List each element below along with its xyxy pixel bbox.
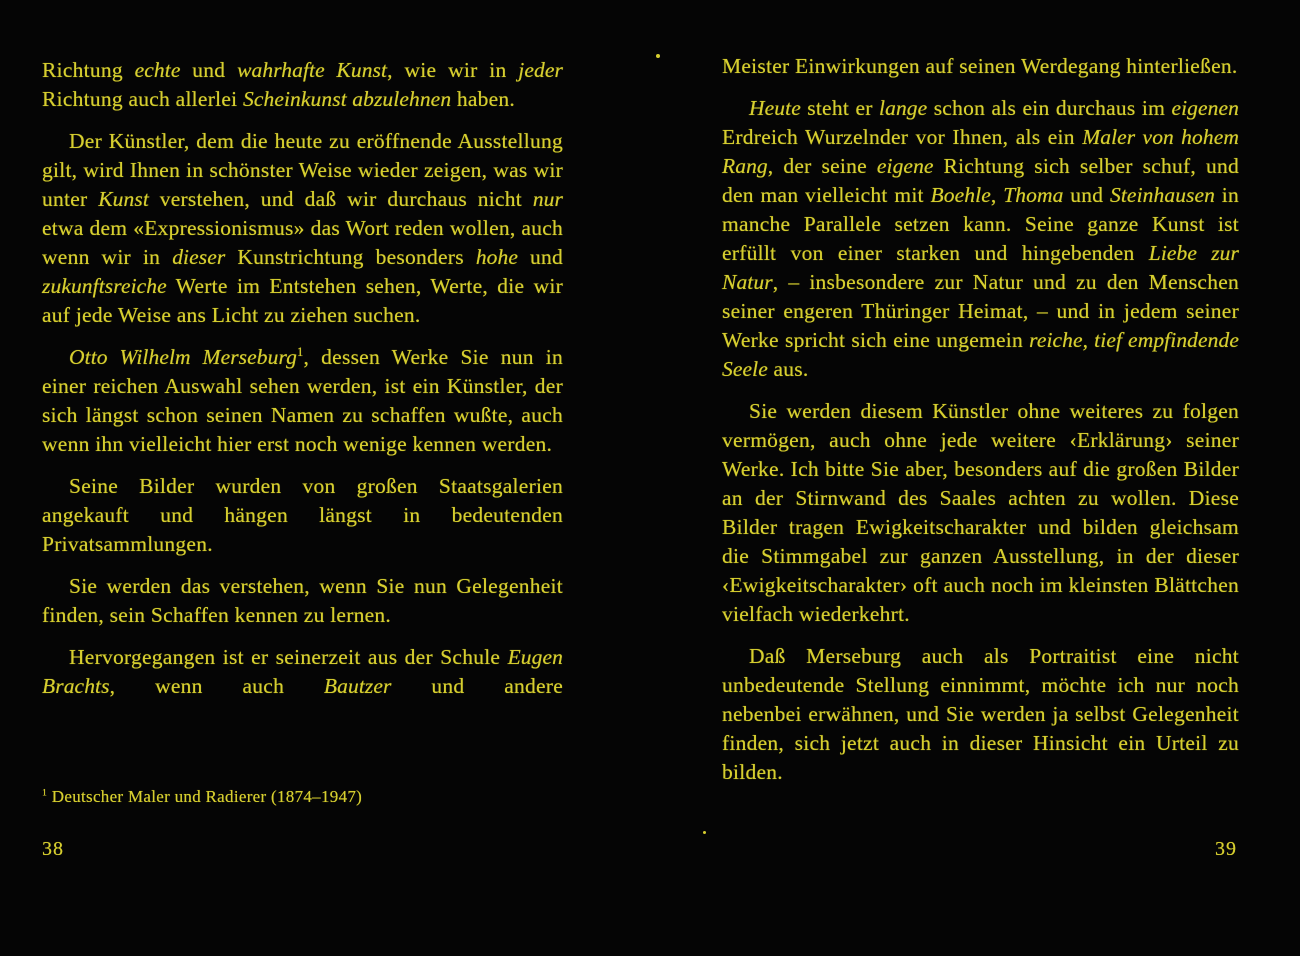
paragraph: Sie werden diesem Künstler ohne weiteres zu folgen vermögen, auch ohne jede weitere ‹Erklärung› seiner Werke. Ich bitte Sie aber, besonders auf die großen Bilder an der Stirnwand des Saales achten zu wollen. Diese Bilder tragen Ewigkeitscharakter und bilden gleichsam die Stimmgabel zur ganzen Ausstellung, in der dieser ‹Ewigkeitscharakter› oft auch noch im kleinsten Blättchen vielfach wiederkehrt. bbox=[722, 399, 1239, 626]
paragraph: Seine Bilder wurden von großen Staatsgalerien angekauft und hängen längst in bedeutenden Privatsammlungen. bbox=[42, 474, 563, 556]
paragraph: Daß Merseburg auch als Portraitist eine nicht unbedeutende Stellung einnimmt, möchte ich nur noch nebenbei erwähnen, und Sie werden ja selbst Gelegenheit finden, sich jetzt auch in dieser Hinsicht ein Urteil zu bilden. bbox=[722, 644, 1239, 784]
page-left-text bbox=[42, 56, 563, 714]
paragraph: Hervorgegangen ist er seinerzeit aus der Schule Eugen Brachts, wenn auch Bautzer und andere bbox=[42, 645, 563, 698]
paragraph: Richtung echte und wahrhafte Kunst, wie wir in jeder Richtung auch allerlei Scheinkunst abzulehnen haben. bbox=[42, 58, 563, 111]
paragraph: Otto Wilhelm Merseburg$^1$, dessen Werke Sie nun in einer reichen Auswahl sehen werden, ist ein Künstler, der sich längst schon seinen Namen zu schaffen wußte, auch wenn ihn vielleicht hier erst noch wenige kennen werden. bbox=[42, 344, 563, 456]
page-right-text bbox=[722, 52, 1239, 800]
page-number-right: 39 bbox=[1215, 838, 1237, 860]
paragraph: Meister Einwirkungen auf seinen Werdegang hinterließen. bbox=[722, 54, 1238, 78]
page-number-left: 38 bbox=[42, 838, 64, 860]
footnote: $^1$ Deutscher Maler und Radierer (1874–1947) bbox=[42, 787, 363, 806]
paragraph: Heute steht er lange schon als ein durchaus im eigenen Erdreich Wurzelnder vor Ihnen, als ein Maler von hohem Rang, der seine eigene Richtung sich selber schuf, und den man vielleicht mit Boehle, Thoma und Steinhausen in manche Parallele setzen kann. Seine ganze Kunst ist erfüllt von einer starken und hingebenden Liebe zur Natur, – insbesondere zur Natur und zu den Menschen seiner engeren Thüringer Heimat, – und in jedem seiner Werke spricht sich eine ungemein reiche, tief empfindende Seele aus. bbox=[722, 96, 1240, 381]
paragraph: Der Künstler, dem die heute zu eröffnende Ausstellung gilt, wird Ihnen in schönster Weise wieder zeigen, was wir unter Kunst verstehen, und daß wir durchaus nicht nur etwa dem «Expressionismus» das Wort reden wollen, auch wenn wir in dieser Kunstrichtung besonders hohe und zukunftsreiche Werte im Entstehen sehen, Werte, die wir auf jede Weise ans Licht zu ziehen suchen. bbox=[42, 129, 564, 327]
scan-artifact-dot bbox=[656, 54, 660, 58]
page-left bbox=[42, 0, 563, 956]
scan-artifact-dot bbox=[703, 831, 706, 834]
page-right bbox=[722, 0, 1239, 956]
paragraph: Sie werden das verstehen, wenn Sie nun Gelegenheit finden, sein Schaffen kennen zu lernen. bbox=[42, 574, 563, 627]
